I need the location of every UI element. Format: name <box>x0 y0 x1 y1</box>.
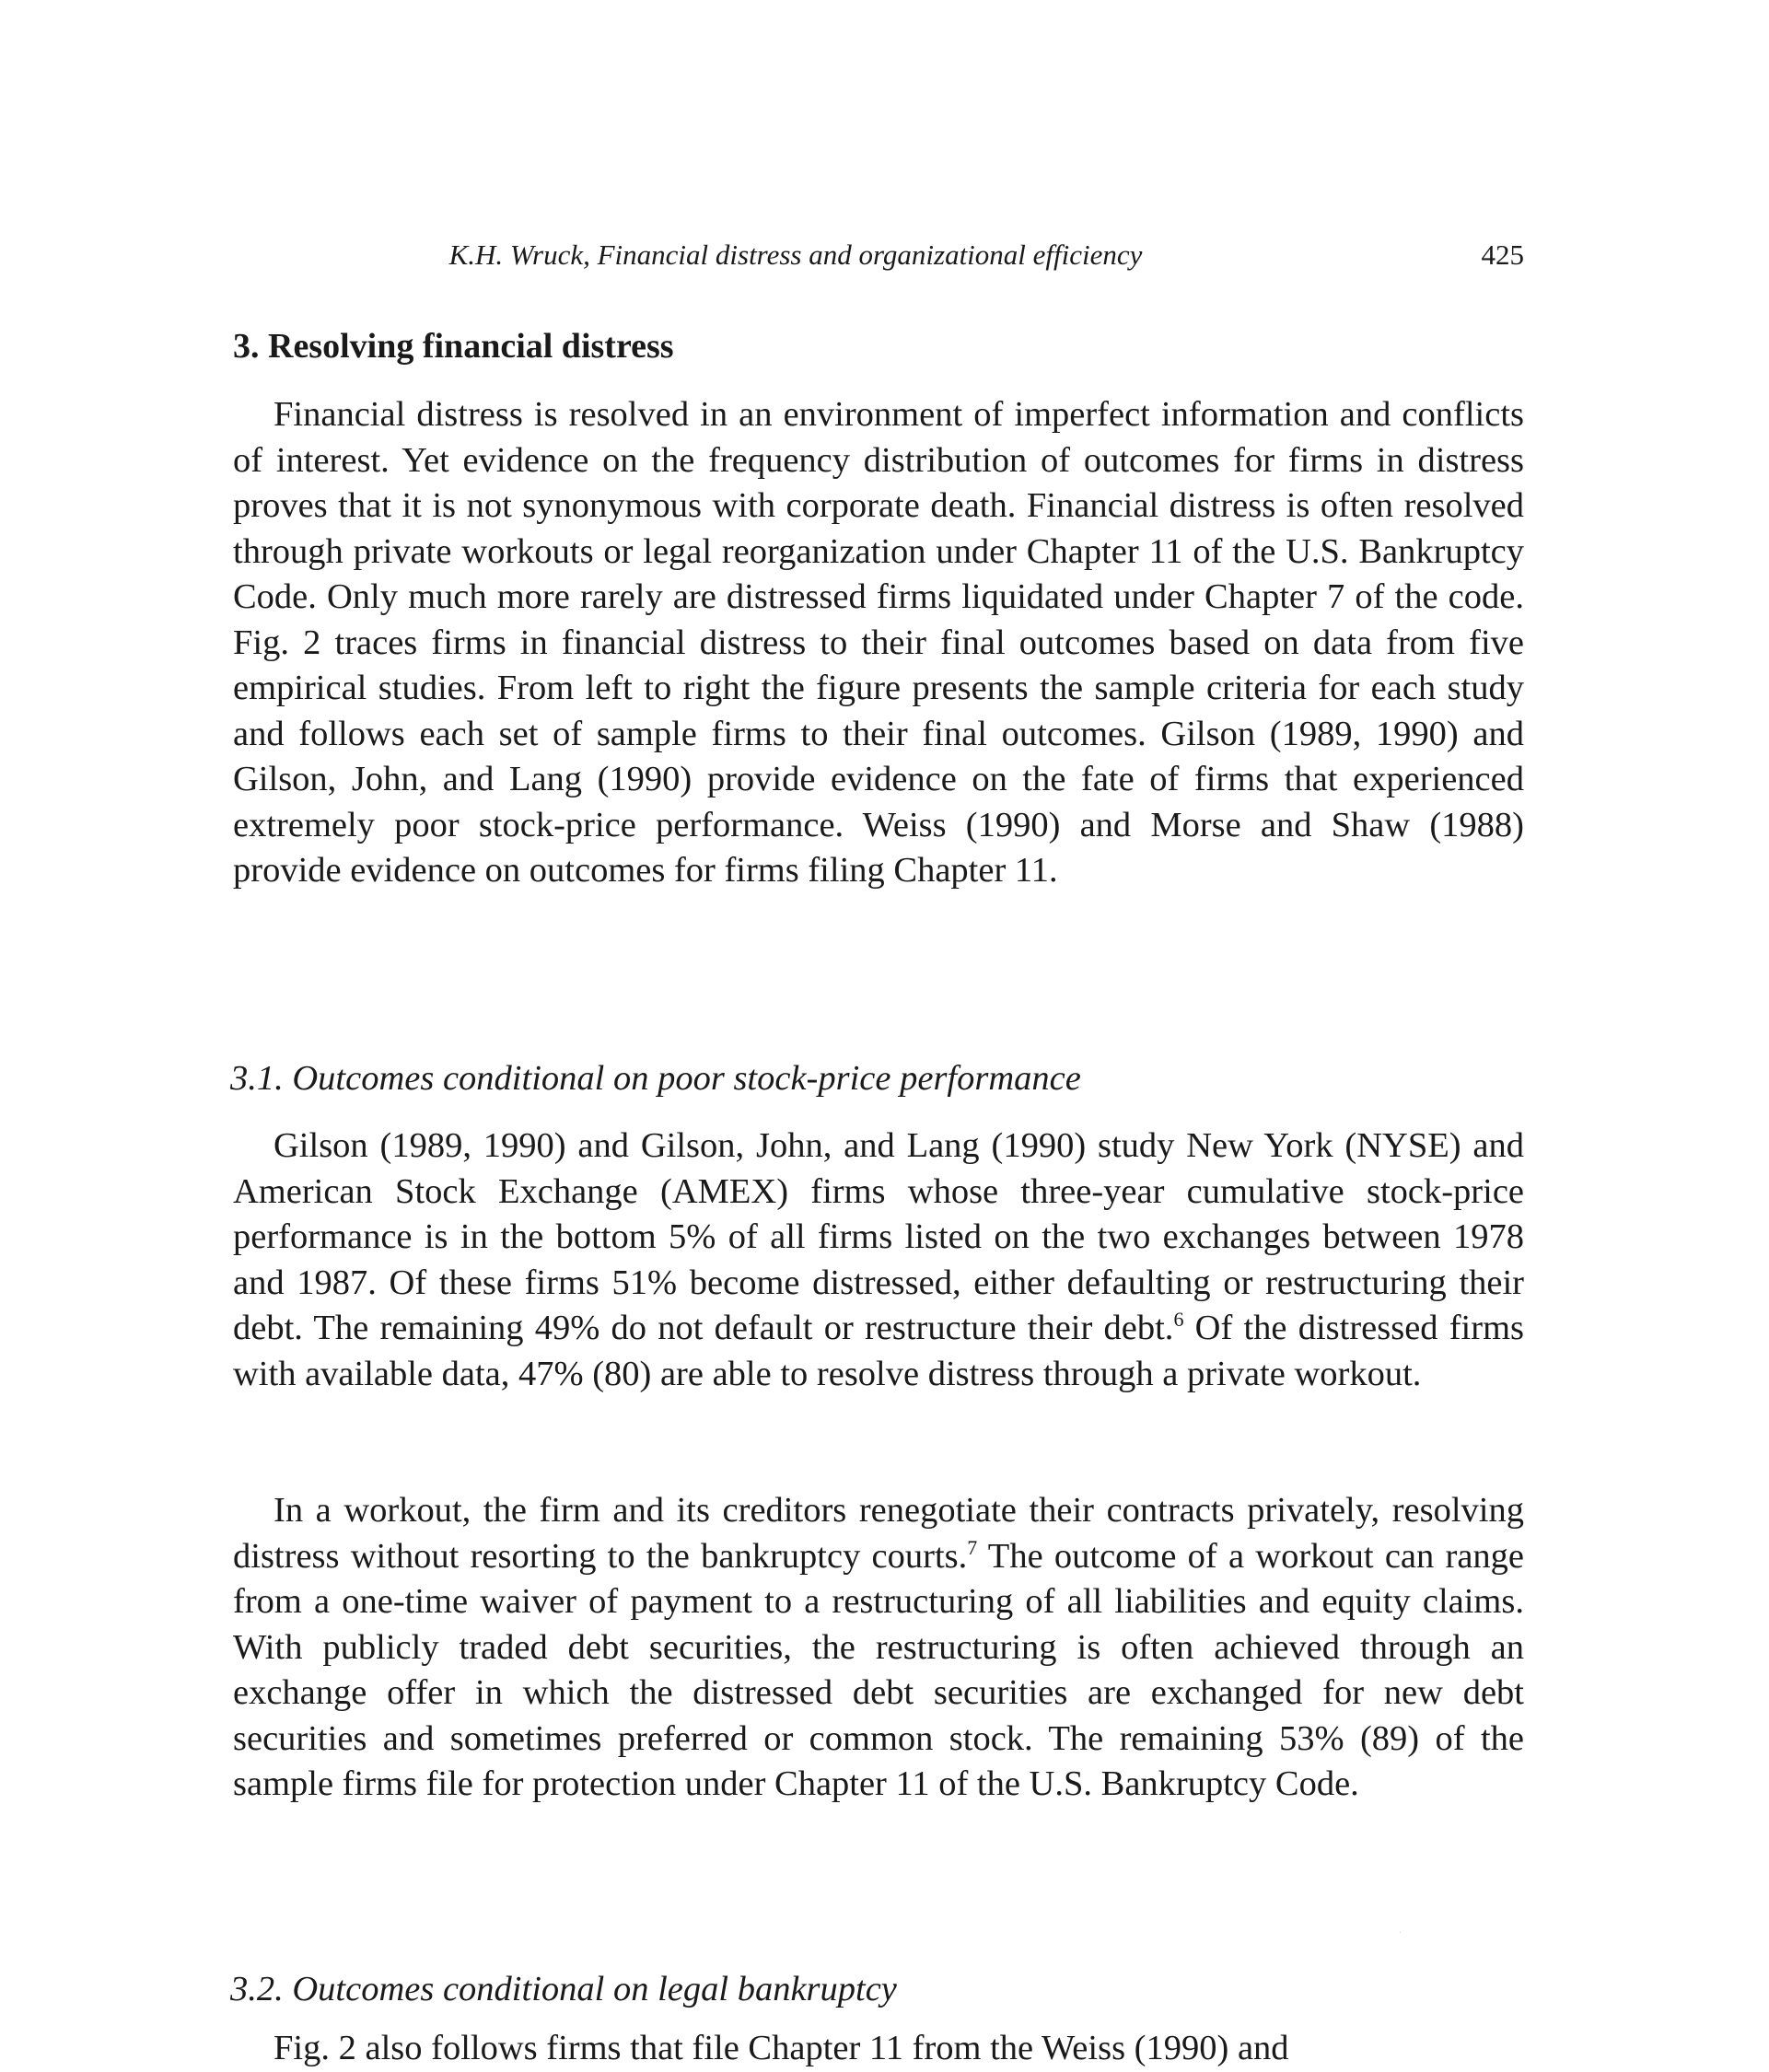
paragraph-2-text-a: In a workout, the firm and its creditors renegotiate their contracts privately, resolving distress without resorting to the bankruptcy courts. <box>233 1491 1524 1576</box>
subsection-1-paragraph-1 <box>233 1123 1524 1397</box>
subsection-2-heading: 3.2. Outcomes conditional on legal bankruptcy <box>230 1970 897 2008</box>
cut-off-text-line <box>233 2029 1524 2067</box>
running-head <box>233 235 1524 275</box>
subsection-1-heading: 3.1. Outcomes conditional on poor stock-price performance <box>230 1059 1081 1098</box>
section-heading: 3. Resolving financial distress <box>233 327 674 366</box>
paragraph-1-text-a: Gilson (1989, 1990) and Gilson, John, and Lang (1990) study New York (NYSE) and American Stock Exchange (AMEX) firms whose three-year cumulative stock-price performance is in the bottom 5% of all firms listed on the two exchanges between 1978 and 1987. Of these firms 51% become distressed, either defaulting or restructuring their debt. The remaining 49% do not default or restructure their debt. <box>233 1126 1524 1347</box>
running-head-title: K.H. Wruck, Financial distress and organizational efficiency <box>448 239 1143 271</box>
footnote-marker-7[interactable]: 7 <box>967 1535 978 1559</box>
section-paragraph: Financial distress is resolved in an environment of imperfect information and conflicts of interest. Yet evidence on the frequency distribution of outcomes for firms in distress proves that it is not synonymous with corporate death. Financial distress is often resolved through private workouts or legal reorganization under Chapter 11 of the U.S. Bankruptcy Code. Only much more rarely are distressed firms liquidated under Chapter 7 of the code. Fig. 2 traces firms in financial distress to their final outcomes based on data from five empirical studies. From left to right the figure presents the sample criteria for each study and follows each set of sample firms to their final outcomes. Gilson (1989, 1990) and Gilson, John, and Lang (1990) provide evidence on the fate of firms that experienced extremely poor stock-price performance. Weiss (1990) and Morse and Shaw (1988) provide evidence on outcomes for firms filing Chapter 11. <box>233 395 1524 890</box>
paragraph-1-text-b: Of the distressed firms with available data, 47% (80) are able to resolve distress through a private workout. <box>233 1309 1524 1393</box>
footnote-marker-6[interactable]: 6 <box>1173 1308 1184 1331</box>
subsection-1-paragraph-2 <box>233 1488 1524 1808</box>
page-number: 425 <box>1481 239 1524 271</box>
scan-speck <box>1400 1932 1401 1933</box>
cut-off-text: Fig. 2 also follows firms that file Chapter 11 from the Weiss (1990) and <box>273 2029 1289 2067</box>
paragraph-2-text-b: The outcome of a workout can range from a one-time waiver of payment to a restructuring of all liabilities and equity claims. With publicly traded debt securities, the restructuring is often achieved through an exchange offer in which the distressed debt securities are exchanged for new debt securities and sometimes preferred or common stock. The remaining 53% (89) of the sample firms file for protection under Chapter 11 of the U.S. Bankruptcy Code. <box>233 1536 1524 1803</box>
